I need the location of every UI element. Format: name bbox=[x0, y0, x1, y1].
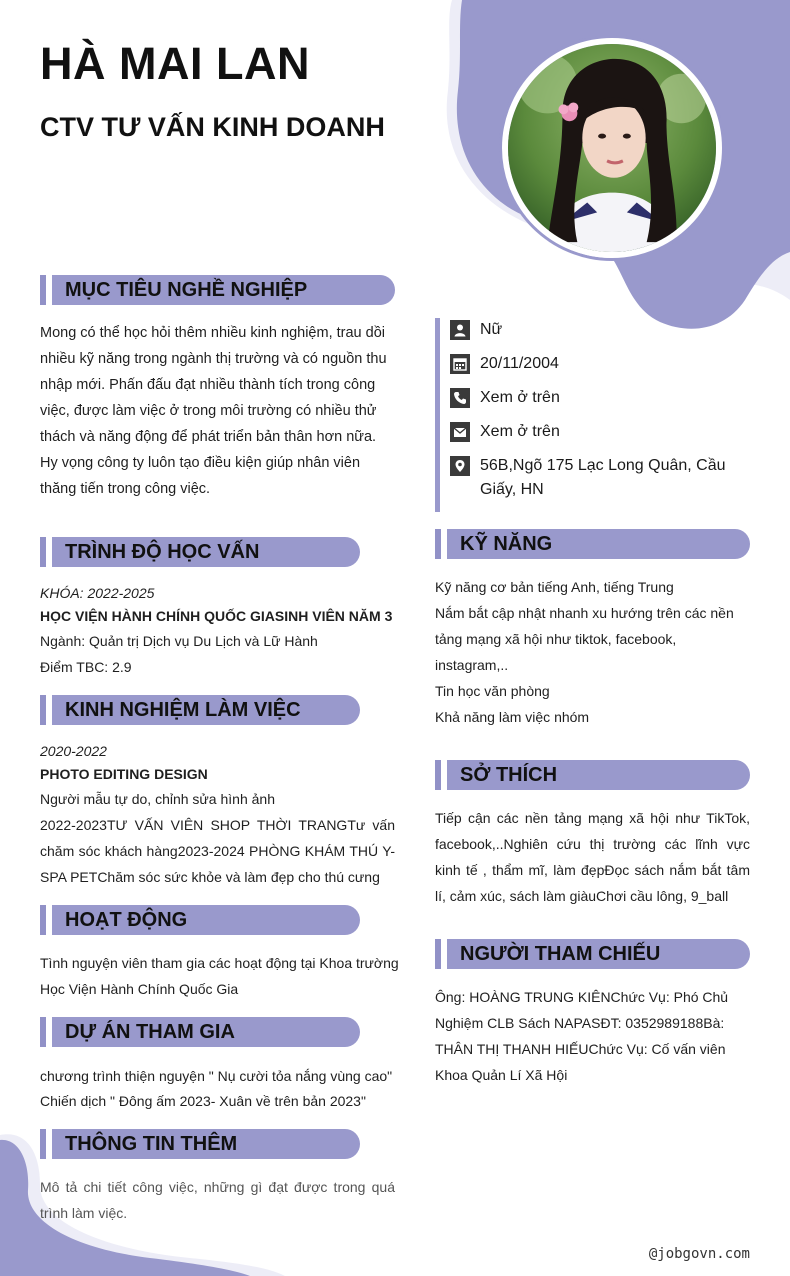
contact-gender: Nữ bbox=[450, 318, 755, 342]
skill-item: Khả năng làm việc nhóm bbox=[435, 709, 590, 725]
phone-icon bbox=[450, 388, 470, 408]
section-extra-heading: THÔNG TIN THÊM bbox=[40, 1129, 360, 1159]
project-line-2: Chiến dịch " Đông ấm 2023- Xuân về trên bản 2023" bbox=[40, 1093, 366, 1109]
section-experience-heading: KINH NGHIỆM LÀM VIỆC bbox=[40, 695, 360, 725]
experience-period: 2020-2022 bbox=[40, 743, 107, 759]
hobbies-text: Tiếp cận các nền tảng mạng xã hội như TikTok, facebook,..Nghiên cứu thị trường các lĩnh vực kinh tế , thẩm mĩ, làm đẹpĐọc sách nắm bắt tâm lí, cảm xúc, sách làm giàuChơi cầu lông, 9_ball bbox=[435, 810, 750, 904]
contact-dob: 20/11/2004 bbox=[450, 352, 755, 376]
section-skills-heading: KỸ NĂNG bbox=[435, 529, 750, 559]
skill-item: Nắm bắt cập nhật nhanh xu hướng trên các nền tảng mạng xã hội như tiktok, facebook, instagram,.. bbox=[435, 605, 734, 673]
mail-icon bbox=[450, 422, 470, 442]
experience-desc: Người mẫu tự do, chỉnh sửa hình ảnh bbox=[40, 791, 275, 807]
education-gpa: Điểm TBC: 2.9 bbox=[40, 659, 132, 675]
education-major: Ngành: Quản trị Dịch vụ Du Lịch và Lữ Hành bbox=[40, 633, 318, 649]
job-title: CTV TƯ VẤN KINH DOANH bbox=[40, 112, 385, 142]
section-hobbies-heading: SỞ THÍCH bbox=[435, 760, 750, 790]
experience-title: PHOTO EDITING DESIGN bbox=[40, 766, 208, 782]
section-education-heading: TRÌNH ĐỘ HỌC VẤN bbox=[40, 537, 360, 567]
education-period: KHÓA: 2022-2025 bbox=[40, 585, 155, 601]
contact-info bbox=[435, 318, 755, 512]
footer-brand: @jobgovn.com bbox=[648, 1246, 750, 1262]
skills-list bbox=[435, 574, 750, 730]
section-references-heading: NGƯỜI THAM CHIẾU bbox=[435, 939, 750, 969]
education-school: HỌC VIỆN HÀNH CHÍNH QUỐC GIASINH VIÊN NĂM 3 bbox=[40, 608, 393, 624]
portrait-photo bbox=[508, 44, 716, 252]
references-text: Ông: HOÀNG TRUNG KIÊNChức Vụ: Phó Chủ Nghiệm CLB Sách NAPASĐT: 0352989188Bà: THÂN THỊ THANH HIẾUChức Vụ: Cố vấn viên Khoa Quản Lí Xã Hội bbox=[435, 989, 729, 1083]
contact-address: 56B,Ngõ 175 Lạc Long Quân, Cầu Giấy, HN bbox=[450, 454, 755, 502]
project-line-1: chương trình thiện nguyện " Nụ cười tỏa nắng vùng cao" bbox=[40, 1068, 393, 1084]
candidate-name: HÀ MAI LAN bbox=[40, 38, 310, 89]
skill-item: Kỹ năng cơ bản tiếng Anh, tiếng Trung bbox=[435, 579, 674, 595]
section-activities-heading: HOẠT ĐỘNG bbox=[40, 905, 360, 935]
section-projects-heading: DỰ ÁN THAM GIA bbox=[40, 1017, 360, 1047]
activities-text: Tình nguyện viên tham gia các hoạt động tại Khoa trường Học Viện Hành Chính Quốc Gia bbox=[40, 955, 399, 997]
skill-item: Tin học văn phòng bbox=[435, 683, 550, 699]
experience-more: 2022-2023TƯ VẤN VIÊN SHOP THỜI TRANGTư vấn chăm sóc khách hàng2023-2024 PHÒNG KHÁM THÚ Y- SPA PETChăm sóc sức khỏe và làm đẹp cho thú cưng bbox=[40, 817, 395, 885]
contact-phone: Xem ở trên bbox=[450, 386, 755, 410]
extra-text: Mô tả chi tiết công việc, những gì đạt được trong quá trình làm việc. bbox=[40, 1179, 395, 1221]
calendar-icon bbox=[450, 354, 470, 374]
user-icon bbox=[450, 320, 470, 340]
section-objective-heading: MỤC TIÊU NGHỀ NGHIỆP bbox=[40, 275, 395, 305]
location-icon bbox=[450, 456, 470, 476]
avatar bbox=[502, 38, 722, 258]
contact-email: Xem ở trên bbox=[450, 420, 755, 444]
objective-text: Mong có thể học hỏi thêm nhiều kinh nghiệm, trau dồi nhiều kỹ năng trong ngành thị trường và có nguồn thu nhập mới. Phấn đấu đạt nhiều thành tích trong công việc, được làm việc ở trong môi trường có nhiều thử thách và năng động để phát triển bản thân hơn nữa. Hy vọng công ty luôn tạo điều kiện giúp nhân viên thăng tiến trong công việc. bbox=[40, 325, 387, 497]
